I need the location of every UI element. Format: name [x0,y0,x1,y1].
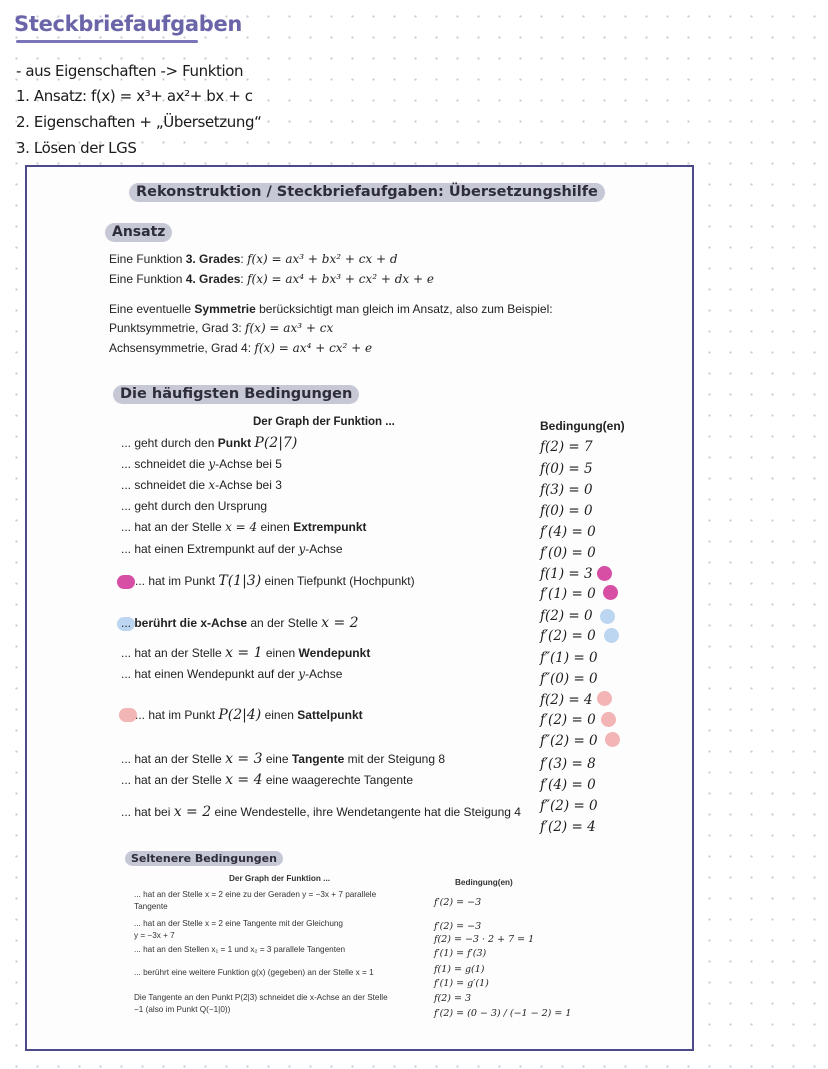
selten-condition: f′(1) = g′(1) [434,978,489,989]
selten-condition: f(2) = 3 [434,993,472,1004]
condition: f″(1) = 0 [540,650,598,666]
doc-heading: Rekonstruktion / Steckbriefaufgaben: Übersetzungshilfe [129,183,605,202]
haeufig-row: ... hat an der Stelle x = 4 einen Extrempunkt [121,520,367,534]
haeufig-row: ... hat an der Stelle x = 3 eine Tangente mit der Steigung 8 [121,751,446,767]
condition: f(0) = 5 [540,461,593,477]
selten-row: −1 (also im Punkt Q(−1|0)) [134,1005,231,1014]
selten-col-left: Der Graph der Funktion ... [229,874,330,883]
condition: f′(2) = 0 [540,628,596,644]
note-line-3: 2. Eigenschaften + „Übersetzung“ [16,113,262,131]
selten-label: Seltenere Bedingungen [125,851,283,866]
condition: f(1) = 3 [540,566,593,582]
selten-condition: f(2) = −3 · 2 + 7 = 1 [434,934,535,945]
salmon-marker [597,691,612,706]
haeufig-label: Die häufigsten Bedingungen [113,385,359,404]
ansatz-label: Ansatz [105,223,172,242]
selten-row: Die Tangente an den Punkt P(2|3) schneidet die x-Achse an der Stelle [134,993,388,1002]
condition: f′(1) = 0 [540,586,596,602]
note-line-4: 3. Lösen der LGS [16,139,137,157]
haeufig-row: ... geht durch den Ursprung [121,499,268,513]
title-underline [16,40,198,43]
embedded-document [25,165,694,1051]
salmon-marker [605,732,620,747]
selten-condition: f(1) = g(1) [434,964,485,975]
selten-condition: f′(1) = f′(3) [434,948,487,959]
ansatz-achsensymmetrie: Achsensymmetrie, Grad 4: f(x) = ax⁴ + cx² + e [109,341,373,355]
selten-condition: f′(2) = (0 − 3) / (−1 − 2) = 1 [434,1008,572,1019]
haeufig-col-right: Bedingung(en) [540,419,625,433]
note-line-2: 1. Ansatz: f(x) = x³+ ax²+ bx + c [16,87,253,105]
haeufig-row: ... berührt die x-Achse an der Stelle x = 2 [121,615,359,631]
selten-col-right: Bedingung(en) [455,878,513,887]
condition: f(2) = 4 [540,692,593,708]
ansatz-grad4: Eine Funktion 4. Grades: f(x) = ax⁴ + bx³ + cx² + dx + e [109,272,434,286]
condition: f′(2) = 0 [540,712,596,728]
pink-marker [597,566,612,581]
ansatz-symmetrie: Eine eventuelle Symmetrie berücksichtigt man gleich im Ansatz, also zum Beispiel: [109,302,553,316]
selten-condition: f′(2) = −3 [434,897,482,908]
condition: f(3) = 0 [540,482,593,498]
ansatz-grad3: Eine Funktion 3. Grades: f(x) = ax³ + bx² + cx + d [109,252,398,266]
blue-marker [604,628,619,643]
condition: f(2) = 7 [540,439,593,455]
condition: f′(2) = 4 [540,819,596,835]
blue-marker [600,609,615,624]
condition: f″(2) = 0 [540,733,598,749]
haeufig-row: ... geht durch den Punkt P(2|7) [121,435,298,451]
haeufig-col-left: Der Graph der Funktion ... [253,416,395,428]
haeufig-row: ... hat an der Stelle x = 4 eine waagerechte Tangente [121,772,414,788]
ansatz-punktsymmetrie: Punktsymmetrie, Grad 3: f(x) = ax³ + cx [109,321,334,335]
selten-row: ... hat an der Stelle x = 2 eine Tangente mit der Gleichung [134,919,343,928]
haeufig-row: ... hat einen Extrempunkt auf der y-Achse [121,542,343,556]
condition: f(0) = 0 [540,503,593,519]
condition: f′(4) = 0 [540,777,596,793]
condition: f′(3) = 8 [540,756,596,772]
selten-row: ... berührt eine weitere Funktion g(x) (gegeben) an der Stelle x = 1 [134,968,374,977]
selten-row: ... hat an der Stelle x = 2 eine zu der Geraden y = −3x + 7 parallele [134,890,377,899]
selten-condition: f′(2) = −3 [434,921,482,932]
notes-title: Steckbriefaufgaben [14,12,243,36]
haeufig-row: ... hat bei x = 2 eine Wendestelle, ihre Wendetangente hat die Steigung 4 [121,804,521,820]
selten-row: Tangente [134,902,168,911]
haeufig-row: ... hat an der Stelle x = 1 einen Wendepunkt [121,645,371,661]
pink-marker [117,575,135,589]
pink-marker [603,585,618,600]
haeufig-row: ... schneidet die y-Achse bei 5 [121,457,282,471]
selten-row: y = −3x + 7 [134,931,175,940]
condition: f′(4) = 0 [540,524,596,540]
condition: f″(0) = 0 [540,671,598,687]
haeufig-row: ... schneidet die x-Achse bei 3 [121,478,282,492]
haeufig-row: ... hat im Punkt P(2|4) einen Sattelpunkt [135,707,363,723]
note-line-1: - aus Eigenschaften -> Funktion [16,62,244,80]
haeufig-row: ... hat einen Wendepunkt auf der y-Achse [121,667,343,681]
haeufig-row: ... hat im Punkt T(1|3) einen Tiefpunkt (Hochpunkt) [135,573,415,589]
condition: f″(2) = 0 [540,798,598,814]
salmon-marker [601,712,616,727]
condition: f(2) = 0 [540,608,593,624]
selten-row: ... hat an den Stellen x₁ = 1 und x₂ = 3 parallele Tangenten [134,945,346,954]
condition: f′(0) = 0 [540,545,596,561]
